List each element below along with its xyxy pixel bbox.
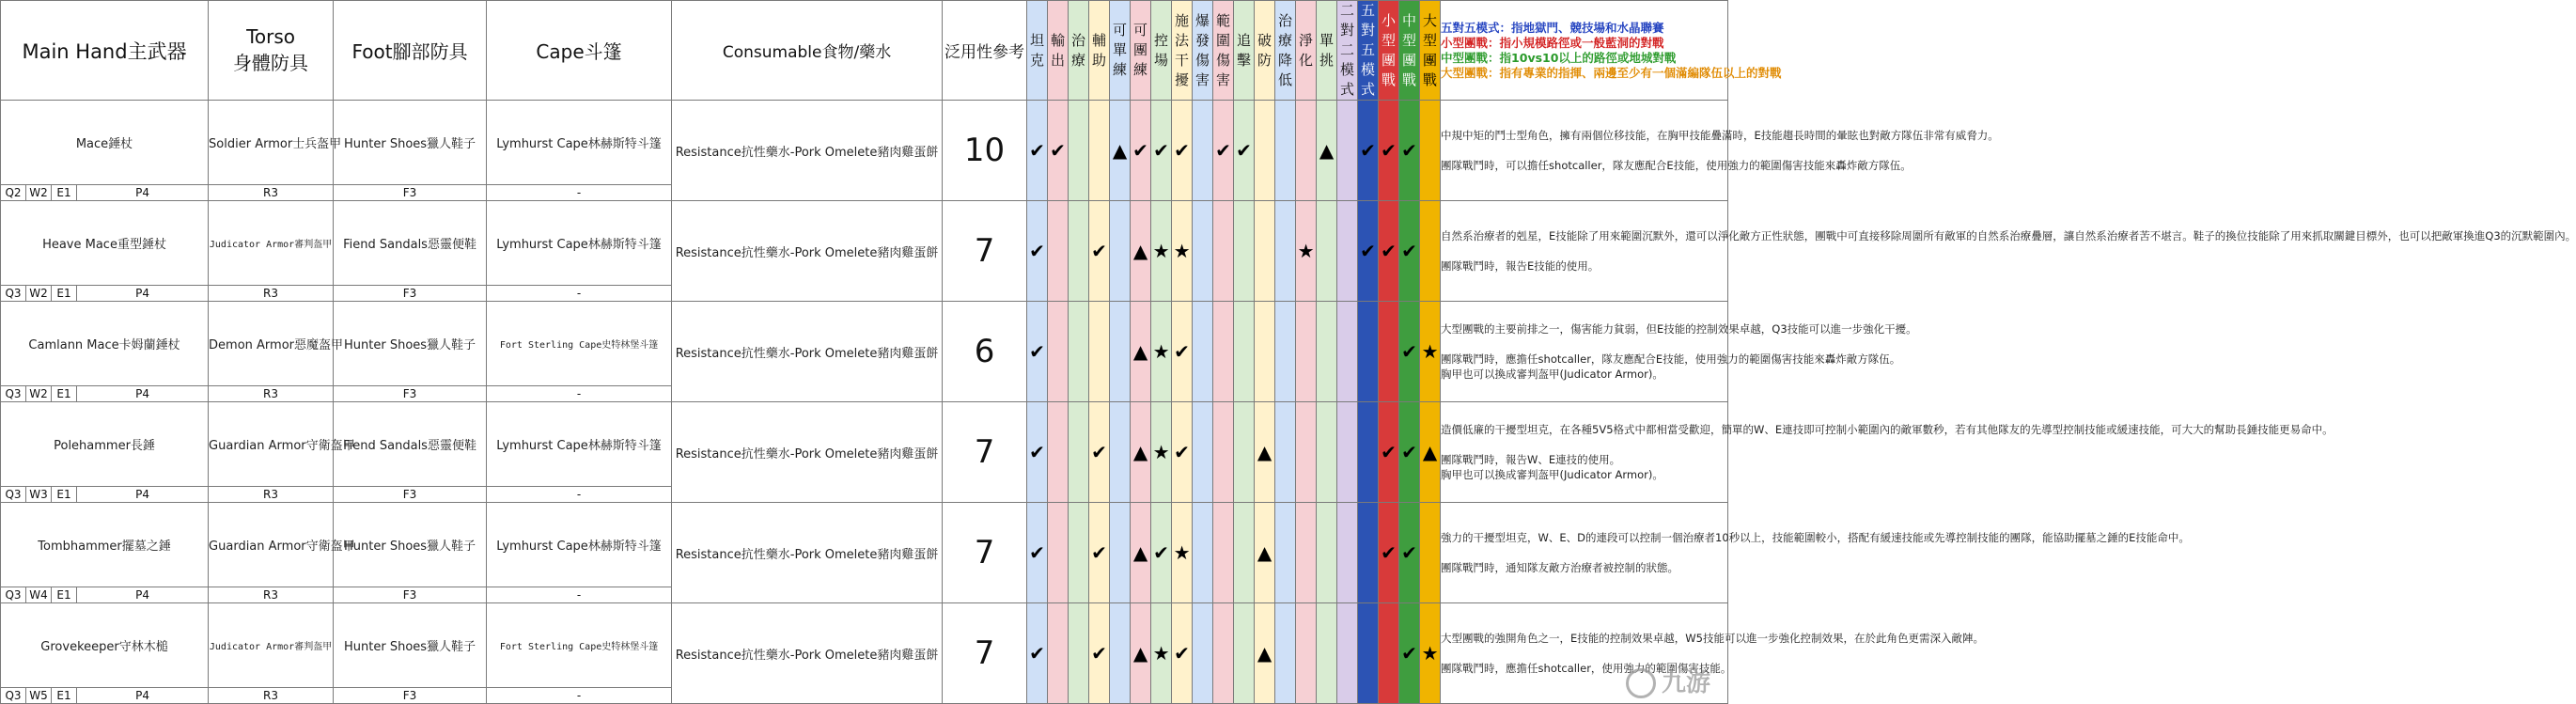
torso-cell[interactable]: Guardian Armor守衛盔甲 <box>209 402 334 487</box>
consumable-cell[interactable]: Resistance抗性藥水-Pork Omelete豬肉雞蛋餅 <box>672 302 943 402</box>
weapon-cell[interactable]: Heave Mace重型錘杖 <box>1 201 209 286</box>
cape-cell[interactable]: Lymhurst Cape林赫斯特斗篷 <box>487 101 672 185</box>
skill-f[interactable]: F3 <box>334 386 487 402</box>
consumable-cell[interactable]: Resistance抗性藥水-Pork Omelete豬肉雞蛋餅 <box>672 503 943 603</box>
flag-header-7[interactable]: 施 法 干 擾 <box>1172 1 1193 101</box>
watermark-text: 九游 <box>1661 668 1710 697</box>
skill-r[interactable]: R3 <box>209 587 334 603</box>
mark-cell-8[interactable] <box>1193 101 1213 201</box>
mark-cell-5[interactable]: ✔ <box>1131 101 1151 201</box>
skill-e[interactable]: E1 <box>52 185 77 201</box>
mark-cell-17[interactable] <box>1379 302 1399 402</box>
mark-cell-7[interactable]: ★ <box>1172 503 1193 603</box>
header-torso-en: Torso <box>246 25 296 48</box>
mark-cell-7[interactable]: ✔ <box>1172 603 1193 704</box>
header-consumable[interactable]: Consumable食物/藥水 <box>672 1 943 101</box>
foot-cell[interactable]: Hunter Shoes獵人鞋子 <box>334 603 487 688</box>
mark-cell-15[interactable] <box>1337 302 1358 402</box>
legend-line-l2: 小型團戰：指小規模路徑或一般藍洞的對戰 <box>1441 35 1664 50</box>
flag-header-16[interactable]: 五 對 五 模 式 <box>1358 1 1379 101</box>
flag-header-1[interactable]: 輸 出 <box>1048 1 1069 101</box>
weapon-cell[interactable]: Mace錘杖 <box>1 101 209 185</box>
mark-cell-8[interactable] <box>1193 201 1213 302</box>
cape-cell[interactable]: Lymhurst Cape林赫斯特斗篷 <box>487 402 672 487</box>
consumable-cell[interactable]: Resistance抗性藥水-Pork Omelete豬肉雞蛋餅 <box>672 603 943 704</box>
flag-header-5[interactable]: 可 團 練 <box>1131 1 1151 101</box>
mark-cell-18[interactable]: ✔ <box>1399 603 1420 704</box>
note-cell[interactable]: 自然系治療者的剋星，E技能除了用來範圍沉默外，還可以淨化敵方正性狀態，團戰中可直接移除周圍所有敵軍的自然系治療疊層，讓自然系治療者苦不堪言。鞋子的換位技能除了用來抓取關鍵目標外，也可以把敵軍換進Q3的沉默範圍內。 團隊戰鬥時，報告E技能的使用。 <box>1441 201 1728 302</box>
header-main-hand[interactable]: Main Hand主武器 <box>1 1 209 101</box>
skill-r[interactable]: R3 <box>209 487 334 503</box>
skill-c[interactable]: - <box>487 587 672 603</box>
mark-cell-13[interactable] <box>1296 503 1317 603</box>
mark-cell-9[interactable] <box>1213 503 1234 603</box>
cape-cell[interactable]: Lymhurst Cape林赫斯特斗篷 <box>487 201 672 286</box>
mark-cell-9[interactable] <box>1213 302 1234 402</box>
flag-header-17[interactable]: 小 型 團 戰 <box>1379 1 1399 101</box>
skill-q[interactable]: Q3 <box>1 487 26 503</box>
mark-cell-10[interactable] <box>1234 402 1255 503</box>
mark-cell-13[interactable] <box>1296 402 1317 503</box>
skill-p[interactable]: P4 <box>77 286 209 302</box>
mark-cell-15[interactable] <box>1337 503 1358 603</box>
header-torso-zh: 身體防具 <box>233 52 309 74</box>
mark-cell-15[interactable] <box>1337 603 1358 704</box>
skill-q[interactable]: Q3 <box>1 688 26 704</box>
skill-e[interactable]: E1 <box>52 386 77 402</box>
mark-cell-12[interactable] <box>1275 201 1296 302</box>
flag-header-4[interactable]: 可 單 練 <box>1110 1 1131 101</box>
skill-e[interactable]: E1 <box>52 286 77 302</box>
mark-cell-11[interactable] <box>1255 101 1275 201</box>
mark-cell-12[interactable] <box>1275 603 1296 704</box>
mark-cell-19[interactable]: ★ <box>1420 603 1441 704</box>
mark-cell-4[interactable] <box>1110 402 1131 503</box>
mark-cell-17[interactable]: ✔ <box>1379 503 1399 603</box>
mark-cell-13[interactable]: ★ <box>1296 201 1317 302</box>
mark-cell-3[interactable] <box>1089 302 1110 402</box>
mark-cell-6[interactable]: ★ <box>1151 402 1172 503</box>
flag-header-19[interactable]: 大 型 團 戰 <box>1420 1 1441 101</box>
mark-cell-19[interactable]: ★ <box>1420 302 1441 402</box>
mark-cell-16[interactable]: ✔ <box>1358 201 1379 302</box>
mark-cell-8[interactable] <box>1193 603 1213 704</box>
torso-cell[interactable]: Guardian Armor守衛盔甲 <box>209 503 334 587</box>
consumable-cell[interactable]: Resistance抗性藥水-Pork Omelete豬肉雞蛋餅 <box>672 201 943 302</box>
legend-line-l3: 中型團戰：指10vs10以上的路徑或地城對戰 <box>1441 50 1677 65</box>
mark-cell-16[interactable] <box>1358 503 1379 603</box>
skill-f[interactable]: F3 <box>334 587 487 603</box>
skill-e[interactable]: E1 <box>52 688 77 704</box>
foot-cell[interactable]: Fiend Sandals惡靈便鞋 <box>334 402 487 487</box>
skill-r[interactable]: R3 <box>209 185 334 201</box>
mark-cell-6[interactable]: ★ <box>1151 603 1172 704</box>
foot-cell[interactable]: Fiend Sandals惡靈便鞋 <box>334 201 487 286</box>
mark-cell-19[interactable]: ▲ <box>1420 402 1441 503</box>
skill-p[interactable]: P4 <box>77 386 209 402</box>
mark-cell-10[interactable] <box>1234 503 1255 603</box>
mark-cell-5[interactable]: ▲ <box>1131 603 1151 704</box>
watermark-icon <box>1626 668 1656 698</box>
foot-cell[interactable]: Hunter Shoes獵人鞋子 <box>334 302 487 386</box>
mark-cell-4[interactable] <box>1110 302 1131 402</box>
skill-f[interactable]: F3 <box>334 487 487 503</box>
mark-cell-1[interactable] <box>1048 201 1069 302</box>
mark-cell-8[interactable] <box>1193 302 1213 402</box>
note-cell[interactable]: 中規中矩的鬥士型角色，擁有兩個位移技能，在胸甲技能疊滿時，E技能趨長時間的暈眩也對敵方隊伍非常有威脅力。 團隊戰鬥時，可以擔任shotcaller，隊友應配合E技能，使用強力的範圍傷害技能來轟炸敵方隊伍。 <box>1441 101 1728 201</box>
legend-line-l1: 五對五模式：指地獄門、競技場和水晶聯賽 <box>1441 20 1664 35</box>
mark-cell-19[interactable] <box>1420 201 1441 302</box>
mark-cell-0[interactable]: ✔ <box>1027 101 1048 201</box>
watermark-logo <box>1626 664 1710 699</box>
mark-cell-6[interactable]: ✔ <box>1151 503 1172 603</box>
mark-cell-18[interactable]: ✔ <box>1399 201 1420 302</box>
mark-cell-1[interactable] <box>1048 302 1069 402</box>
mark-cell-9[interactable]: ✔ <box>1213 101 1234 201</box>
foot-cell[interactable]: Hunter Shoes獵人鞋子 <box>334 101 487 185</box>
note-cell[interactable]: 大型團戰的主要前排之一，傷害能力貧弱，但E技能的控制效果卓越，Q3技能可以進一步強化干擾。 團隊戰鬥時，應擔任shotcaller，隊友應配合E技能，使用強力的範圍傷害技能來轟炸敵方隊伍。 胸甲也可以換成審判盔甲(Judicator Armor)。 <box>1441 302 1728 402</box>
flag-header-12[interactable]: 治 療 降 低 <box>1275 1 1296 101</box>
mark-cell-18[interactable]: ✔ <box>1399 101 1420 201</box>
header-foot[interactable]: Foot腳部防具 <box>334 1 487 101</box>
mark-cell-14[interactable] <box>1317 302 1337 402</box>
weapon-cell[interactable]: Grovekeeper守林木槌 <box>1 603 209 688</box>
mark-cell-9[interactable] <box>1213 603 1234 704</box>
flag-header-6[interactable]: 控 場 <box>1151 1 1172 101</box>
flag-header-15[interactable]: 二 對 二 模 式 <box>1337 1 1358 101</box>
mark-cell-11[interactable] <box>1255 201 1275 302</box>
torso-cell[interactable]: Judicator Armor審判盔甲 <box>209 201 334 286</box>
skill-c[interactable]: - <box>487 487 672 503</box>
mark-cell-17[interactable] <box>1379 603 1399 704</box>
header-torso[interactable] <box>209 1 334 101</box>
mark-cell-5[interactable]: ▲ <box>1131 201 1151 302</box>
skill-q[interactable]: Q3 <box>1 286 26 302</box>
mark-cell-4[interactable]: ▲ <box>1110 101 1131 201</box>
mark-cell-19[interactable] <box>1420 101 1441 201</box>
mark-cell-14[interactable] <box>1317 402 1337 503</box>
skill-c[interactable]: - <box>487 688 672 704</box>
flag-header-14[interactable]: 單 挑 <box>1317 1 1337 101</box>
skill-r[interactable]: R3 <box>209 688 334 704</box>
torso-cell[interactable]: Soldier Armor士兵盔甲 <box>209 101 334 185</box>
mark-cell-18[interactable]: ✔ <box>1399 503 1420 603</box>
mark-cell-11[interactable] <box>1255 302 1275 402</box>
skill-q[interactable]: Q2 <box>1 185 26 201</box>
mark-cell-2[interactable] <box>1069 402 1089 503</box>
skill-q[interactable]: Q3 <box>1 386 26 402</box>
weapon-cell[interactable]: Tombhammer擺墓之錘 <box>1 503 209 587</box>
foot-cell[interactable]: Hunter Shoes獵人鞋子 <box>334 503 487 587</box>
mark-cell-10[interactable] <box>1234 603 1255 704</box>
skill-w[interactable]: W2 <box>26 386 52 402</box>
mark-cell-14[interactable] <box>1317 603 1337 704</box>
mark-cell-10[interactable] <box>1234 302 1255 402</box>
skill-c[interactable]: - <box>487 185 672 201</box>
mark-cell-3[interactable] <box>1089 101 1110 201</box>
mark-cell-19[interactable] <box>1420 503 1441 603</box>
flag-header-11[interactable]: 破 防 <box>1255 1 1275 101</box>
mark-cell-5[interactable]: ▲ <box>1131 402 1151 503</box>
mark-cell-9[interactable] <box>1213 201 1234 302</box>
table-row <box>1 201 1728 286</box>
mark-cell-6[interactable]: ✔ <box>1151 101 1172 201</box>
mark-cell-2[interactable] <box>1069 101 1089 201</box>
cape-cell[interactable]: Lymhurst Cape林赫斯特斗篷 <box>487 503 672 587</box>
mark-cell-17[interactable]: ✔ <box>1379 402 1399 503</box>
mark-cell-3[interactable]: ✔ <box>1089 503 1110 603</box>
mark-cell-18[interactable]: ✔ <box>1399 302 1420 402</box>
consumable-cell[interactable]: Resistance抗性藥水-Pork Omelete豬肉雞蛋餅 <box>672 402 943 503</box>
mark-cell-12[interactable] <box>1275 503 1296 603</box>
mark-cell-17[interactable]: ✔ <box>1379 201 1399 302</box>
mark-cell-11[interactable]: ▲ <box>1255 603 1275 704</box>
skill-w[interactable]: W3 <box>26 487 52 503</box>
mark-cell-4[interactable] <box>1110 503 1131 603</box>
mark-cell-12[interactable] <box>1275 101 1296 201</box>
versatility-score[interactable]: 7 <box>943 503 1027 603</box>
skill-e[interactable]: E1 <box>52 487 77 503</box>
note-cell[interactable]: 造價低廉的干擾型坦克，在各種5V5格式中都相當受歡迎，簡單的W、E連技即可控制小範圍內的敵軍數秒，若有其他隊友的先導型控制技能或緩速技能，可大大的幫助長錘技能更易命中。 團隊戰鬥時，報告W、E連技的使用。 胸甲也可以換成審判盔甲(Judicator Armor)。 <box>1441 402 1728 503</box>
flag-header-0[interactable]: 坦 克 <box>1027 1 1048 101</box>
mark-cell-15[interactable] <box>1337 201 1358 302</box>
mark-cell-16[interactable] <box>1358 603 1379 704</box>
mark-cell-2[interactable] <box>1069 201 1089 302</box>
flag-header-2[interactable]: 治 療 <box>1069 1 1089 101</box>
mark-cell-5[interactable]: ▲ <box>1131 503 1151 603</box>
skill-p[interactable]: P4 <box>77 185 209 201</box>
table-row <box>1 101 1728 185</box>
weapon-cell[interactable]: Camlann Mace卡姆蘭錘杖 <box>1 302 209 386</box>
mark-cell-8[interactable] <box>1193 503 1213 603</box>
mark-cell-7[interactable]: ★ <box>1172 201 1193 302</box>
skill-f[interactable]: F3 <box>334 185 487 201</box>
cape-cell[interactable]: Fort Sterling Cape史特林堡斗篷 <box>487 302 672 386</box>
mark-cell-15[interactable] <box>1337 101 1358 201</box>
header-cape[interactable]: Cape斗篷 <box>487 1 672 101</box>
skill-r[interactable]: R3 <box>209 386 334 402</box>
mark-cell-6[interactable]: ★ <box>1151 302 1172 402</box>
mark-cell-16[interactable] <box>1358 402 1379 503</box>
header-row <box>1 1 1728 101</box>
mark-cell-0[interactable]: ✔ <box>1027 302 1048 402</box>
skill-w[interactable]: W2 <box>26 185 52 201</box>
mark-cell-5[interactable]: ▲ <box>1131 302 1151 402</box>
mark-cell-10[interactable]: ✔ <box>1234 101 1255 201</box>
flag-header-3[interactable]: 輔 助 <box>1089 1 1110 101</box>
mark-cell-4[interactable] <box>1110 201 1131 302</box>
versatility-score[interactable]: 7 <box>943 201 1027 302</box>
mark-cell-3[interactable]: ✔ <box>1089 402 1110 503</box>
skill-c[interactable]: - <box>487 286 672 302</box>
table-row <box>1 503 1728 587</box>
mark-cell-4[interactable] <box>1110 603 1131 704</box>
mark-cell-13[interactable] <box>1296 101 1317 201</box>
mark-cell-1[interactable] <box>1048 402 1069 503</box>
torso-cell[interactable]: Judicator Armor審判盔甲 <box>209 603 334 688</box>
mark-cell-0[interactable]: ✔ <box>1027 603 1048 704</box>
skill-f[interactable]: F3 <box>334 286 487 302</box>
mark-cell-10[interactable] <box>1234 201 1255 302</box>
table-row <box>1 402 1728 487</box>
mark-cell-1[interactable] <box>1048 503 1069 603</box>
mark-cell-13[interactable] <box>1296 302 1317 402</box>
skill-w[interactable]: W4 <box>26 587 52 603</box>
mark-cell-7[interactable]: ✔ <box>1172 402 1193 503</box>
mark-cell-3[interactable]: ✔ <box>1089 201 1110 302</box>
mark-cell-13[interactable] <box>1296 603 1317 704</box>
mark-cell-8[interactable] <box>1193 402 1213 503</box>
skill-w[interactable]: W5 <box>26 688 52 704</box>
versatility-score[interactable]: 10 <box>943 101 1027 201</box>
mark-cell-9[interactable] <box>1213 402 1234 503</box>
mark-cell-6[interactable]: ★ <box>1151 201 1172 302</box>
mark-cell-0[interactable]: ✔ <box>1027 503 1048 603</box>
versatility-score[interactable]: 7 <box>943 402 1027 503</box>
table-row <box>1 302 1728 386</box>
mark-cell-1[interactable] <box>1048 603 1069 704</box>
mark-cell-3[interactable]: ✔ <box>1089 603 1110 704</box>
mark-cell-7[interactable]: ✔ <box>1172 302 1193 402</box>
table-row <box>1 603 1728 688</box>
mark-cell-0[interactable]: ✔ <box>1027 201 1048 302</box>
skill-p[interactable]: P4 <box>77 587 209 603</box>
mark-cell-14[interactable] <box>1317 503 1337 603</box>
versatility-score[interactable]: 7 <box>943 603 1027 704</box>
mark-cell-2[interactable] <box>1069 503 1089 603</box>
legend[interactable] <box>1441 1 1782 101</box>
consumable-cell[interactable]: Resistance抗性藥水-Pork Omelete豬肉雞蛋餅 <box>672 101 943 201</box>
header-versatility[interactable]: 泛用性參考 <box>943 1 1027 101</box>
mark-cell-2[interactable] <box>1069 302 1089 402</box>
mark-cell-7[interactable]: ✔ <box>1172 101 1193 201</box>
mark-cell-14[interactable]: ▲ <box>1317 101 1337 201</box>
mark-cell-15[interactable] <box>1337 402 1358 503</box>
legend-line-l4: 大型團戰：指有專業的指揮、兩邊至少有一個滿編隊伍以上的對戰 <box>1441 65 1782 80</box>
flag-header-8[interactable]: 爆 發 傷 害 <box>1193 1 1213 101</box>
skill-q[interactable]: Q3 <box>1 587 26 603</box>
flag-header-18[interactable]: 中 型 團 戰 <box>1399 1 1420 101</box>
mark-cell-11[interactable]: ▲ <box>1255 503 1275 603</box>
cape-cell[interactable]: Fort Sterling Cape史特林堡斗篷 <box>487 603 672 688</box>
mark-cell-12[interactable] <box>1275 302 1296 402</box>
flag-header-13[interactable]: 淨 化 <box>1296 1 1317 101</box>
mark-cell-14[interactable] <box>1317 201 1337 302</box>
skill-p[interactable]: P4 <box>77 688 209 704</box>
note-cell[interactable]: 大型團戰的強開角色之一，E技能的控制效果卓越，W5技能可以進一步強化控制效果，在於此角色更需深入敵陣。 團隊戰鬥時，應擔任shotcaller，使用強力的範圍傷害技能。 <box>1441 603 1728 704</box>
skill-c[interactable]: - <box>487 386 672 402</box>
mark-cell-2[interactable] <box>1069 603 1089 704</box>
flag-header-10[interactable]: 追 擊 <box>1234 1 1255 101</box>
mark-cell-16[interactable]: ✔ <box>1358 101 1379 201</box>
versatility-score[interactable]: 6 <box>943 302 1027 402</box>
skill-p[interactable]: P4 <box>77 487 209 503</box>
weapon-cell[interactable]: Polehammer長錘 <box>1 402 209 487</box>
skill-w[interactable]: W2 <box>26 286 52 302</box>
note-cell[interactable]: 強力的干擾型坦克，W、E、D的連段可以控制一個治療者10秒以上，技能範圍較小，搭配有緩速技能或先導控制技能的團隊，能協助擺墓之錘的E技能命中。 團隊戰鬥時，通知隊友敵方治療者被控制的狀態。 <box>1441 503 1728 603</box>
mark-cell-12[interactable] <box>1275 402 1296 503</box>
mark-cell-17[interactable]: ✔ <box>1379 101 1399 201</box>
mark-cell-18[interactable]: ✔ <box>1399 402 1420 503</box>
mark-cell-11[interactable]: ▲ <box>1255 402 1275 503</box>
mark-cell-1[interactable]: ✔ <box>1048 101 1069 201</box>
mark-cell-0[interactable]: ✔ <box>1027 402 1048 503</box>
flag-header-9[interactable]: 範 圍 傷 害 <box>1213 1 1234 101</box>
skill-r[interactable]: R3 <box>209 286 334 302</box>
mark-cell-16[interactable] <box>1358 302 1379 402</box>
skill-e[interactable]: E1 <box>52 587 77 603</box>
torso-cell[interactable]: Demon Armor惡魔盔甲 <box>209 302 334 386</box>
skill-f[interactable]: F3 <box>334 688 487 704</box>
